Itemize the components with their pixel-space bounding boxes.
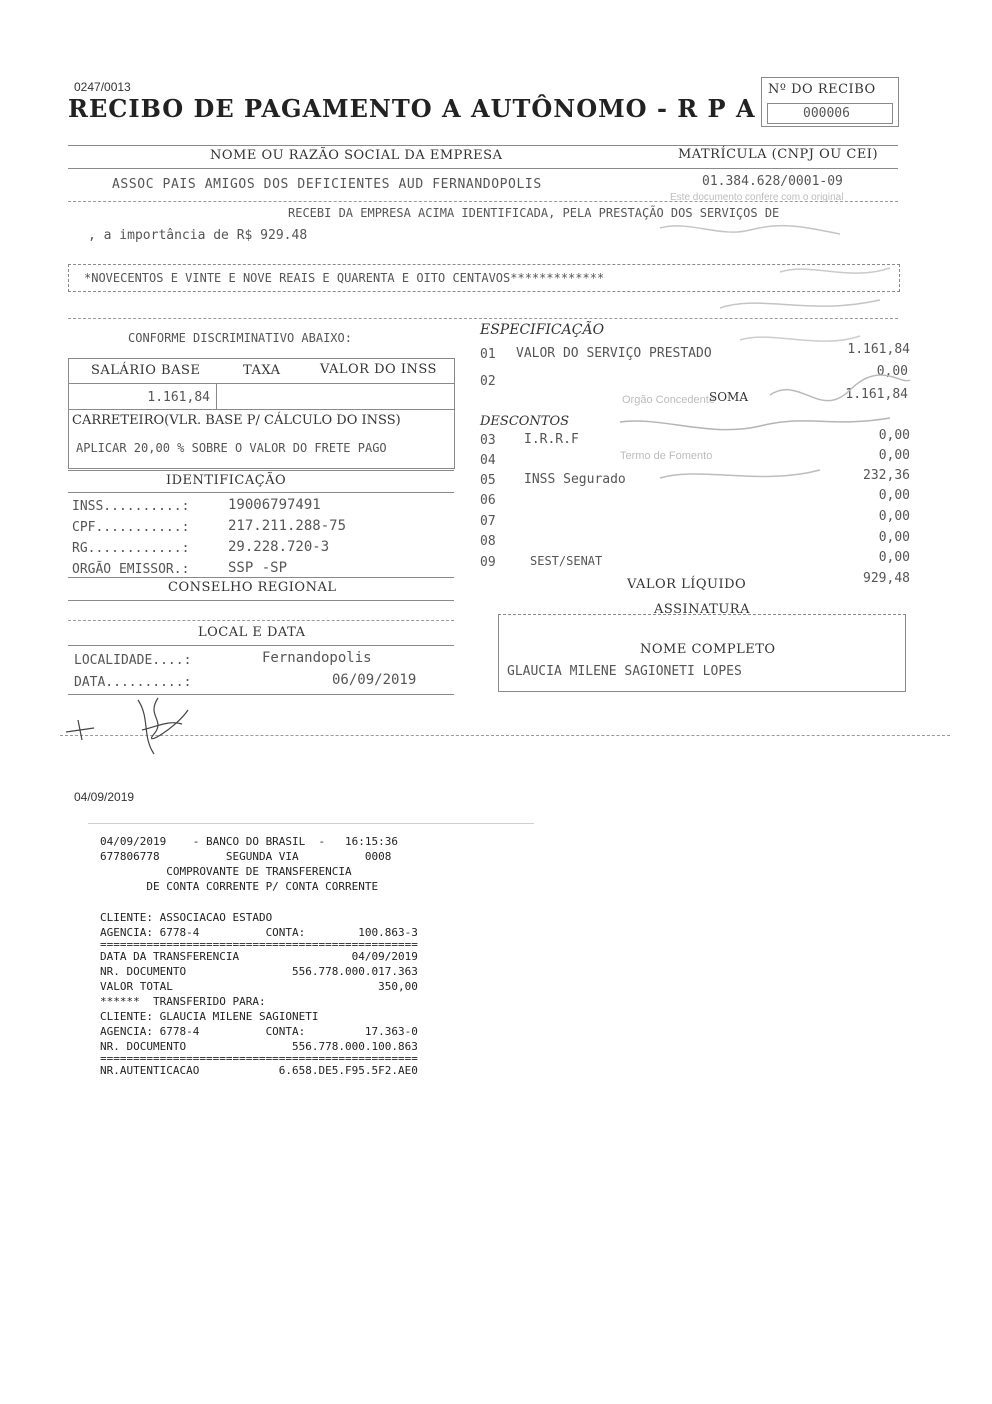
identificacao-top-rule (68, 470, 454, 471)
cpf-label: CPF...........: (72, 520, 190, 535)
item-06-value: 0,00 (878, 488, 910, 503)
rg-label: RG............: (72, 541, 190, 556)
stamp-scribbles (600, 190, 920, 500)
item-09-desc: SEST/SENAT (530, 554, 603, 568)
bank-receipt-top-edge (88, 823, 534, 824)
bank-receipt-line11: CLIENTE: GLAUCIA MILENE SAGIONETI (100, 1010, 319, 1023)
discriminativo-label: CONFORME DISCRIMINATIVO ABAIXO: (128, 331, 352, 345)
local-mid-rule (68, 645, 454, 646)
item-01-desc: VALOR DO SERVIÇO PRESTADO (516, 346, 712, 361)
local-data-title: LOCAL E DATA (198, 625, 306, 640)
item-07-value: 0,00 (878, 509, 910, 524)
stamp-text-a: Este documento confere com o original (670, 192, 844, 203)
item-05-value: 232,36 (863, 468, 910, 483)
descontos-title: DESCONTOS (480, 414, 570, 429)
nome-completo-value: GLAUCIA MILENE SAGIONETI LOPES (507, 664, 742, 679)
company-cnpj: 01.384.628/0001-09 (702, 174, 843, 189)
conselho-bottom-rule (68, 600, 454, 601)
soma-value: 1.161,84 (845, 387, 908, 402)
orgao-emissor-label: ORGÃO EMISSOR.: (72, 562, 190, 577)
company-mid-rule (68, 168, 898, 169)
identificacao-title: IDENTIFICAÇÃO (166, 473, 287, 488)
carreteiro-label: CARRETEIRO(VLR. BASE P/ CÁLCULO DO INSS) (72, 413, 401, 428)
item-03-value: 0,00 (878, 428, 910, 443)
item-09-num: 09 (480, 555, 496, 570)
bank-receipt-line4: DE CONTA CORRENTE P/ CONTA CORRENTE (100, 880, 379, 893)
bank-receipt-separator-2: ================================================ (100, 1052, 418, 1065)
salary-table-header-rule (68, 383, 454, 384)
locality-label: LOCALIDADE....: (74, 653, 192, 668)
company-name: ASSOC PAIS AMIGOS DOS DEFICIENTES AUD FERNANDOPOLIS (112, 177, 542, 192)
item-04-num: 04 (480, 453, 496, 468)
bank-receipt-line9: VALOR TOTAL 350,00 (100, 980, 418, 993)
bank-receipt-line2: 677806778 SEGUNDA VIA 0008 (100, 850, 392, 863)
date-value: 06/09/2019 (332, 672, 417, 688)
cpf-value: 217.211.288-75 (228, 518, 347, 534)
stamp-text-b: Orgão Concedente (622, 394, 715, 406)
especificacao-title: ESPECIFICAÇÃO (480, 322, 605, 338)
nome-completo-label: NOME COMPLETO (640, 642, 776, 657)
local-top-rule (68, 620, 454, 621)
identificacao-bottom-rule (68, 492, 454, 493)
rg-value: 29.228.720-3 (228, 539, 330, 555)
item-09-value: 0,00 (878, 550, 910, 565)
date-label: DATA..........: (74, 675, 192, 690)
item-03-num: 03 (480, 433, 496, 448)
statement-line2: , a importância de R$ 929.48 (88, 228, 308, 243)
valor-liquido-label: VALOR LÍQUIDO (627, 577, 747, 592)
item-05-num: 05 (480, 473, 496, 488)
item-06-num: 06 (480, 493, 496, 508)
conselho-top-rule (68, 577, 454, 578)
valor-inss-header: VALOR DO INSS (320, 362, 437, 377)
soma-label: SOMA (709, 390, 749, 404)
conselho-label: CONSELHO REGIONAL (168, 580, 337, 595)
salary-base-header: SALÁRIO BASE (91, 363, 201, 378)
document-title: RECIBO DE PAGAMENTO A AUTÔNOMO - R P A (68, 94, 756, 123)
bank-receipt (100, 834, 418, 1078)
orgao-emissor-value: SSP -SP (228, 560, 288, 576)
inss-label: INSS..........: (72, 499, 190, 514)
statement-line1: RECEBI DA EMPRESA ACIMA IDENTIFICADA, PELA PRESTAÇÃO DOS SERVIÇOS DE (288, 206, 780, 220)
receipt-number: 000006 (803, 106, 850, 121)
item-05-desc: INSS Segurado (524, 472, 626, 487)
doc-code: 0247/0013 (74, 80, 131, 94)
handwritten-signature (58, 690, 198, 760)
bank-receipt-line8: NR. DOCUMENTO 556.778.000.017.363 (100, 965, 418, 978)
scan-date: 04/09/2019 (74, 790, 135, 804)
company-name-label: NOME OU RAZÃO SOCIAL DA EMPRESA (210, 148, 503, 163)
salary-base-value: 1.161,84 (147, 390, 210, 405)
inss-value: 19006797491 (228, 497, 321, 513)
taxa-header: TAXA (243, 363, 281, 378)
item-01-num: 01 (480, 347, 496, 362)
item-02-num: 02 (480, 374, 496, 389)
locality-value: Fernandopolis (262, 650, 372, 666)
bank-receipt-separator-1: ================================================ (100, 938, 418, 951)
valor-liquido-value: 929,48 (863, 571, 910, 586)
item-03-desc: I.R.R.F (524, 432, 579, 447)
item-04-value: 0,00 (878, 448, 910, 463)
item-08-num: 08 (480, 534, 496, 549)
bank-receipt-line10: ****** TRANSFERIDO PARA: (100, 995, 266, 1008)
item-02-value: 0,00 (876, 364, 908, 379)
assinatura-label: ASSINATURA (654, 602, 750, 617)
bank-receipt-line6: AGENCIA: 6778-4 CONTA: 100.863-3 (100, 926, 418, 939)
salary-table-col-divider (216, 383, 217, 409)
receipt-number-label: Nº DO RECIBO (768, 82, 876, 97)
bank-receipt-line5: CLIENTE: ASSOCIACAO ESTADO (100, 911, 273, 924)
stamp-text-c: Termo de Fomento (620, 450, 713, 462)
item-08-value: 0,00 (878, 530, 910, 545)
bank-receipt-line14: NR.AUTENTICACAO 6.658.DE5.F95.5F2.AE0 (100, 1064, 418, 1077)
bank-receipt-line1: 04/09/2019 - BANCO DO BRASIL - 16:15:36 (100, 835, 399, 848)
bank-receipt-line12: AGENCIA: 6778-4 CONTA: 17.363-0 (100, 1025, 418, 1038)
bank-receipt-spacer (100, 894, 418, 910)
bank-receipt-line3: COMPROVANTE DE TRANSFERENCIA (100, 865, 352, 878)
item-01-value: 1.161,84 (847, 342, 910, 357)
carreteiro-text: APLICAR 20,00 % SOBRE O VALOR DO FRETE PAGO (76, 441, 387, 455)
amount-words: *NOVECENTOS E VINTE E NOVE REAIS E QUARENTA E OITO CENTAVOS************* (84, 271, 605, 285)
company-top-rule (68, 145, 898, 146)
bank-receipt-line13: NR. DOCUMENTO 556.778.000.100.863 (100, 1040, 418, 1053)
company-registration-label: MATRÍCULA (CNPJ OU CEI) (678, 147, 879, 162)
item-07-num: 07 (480, 514, 496, 529)
bank-receipt-line7: DATA DA TRANSFERENCIA 04/09/2019 (100, 950, 418, 963)
